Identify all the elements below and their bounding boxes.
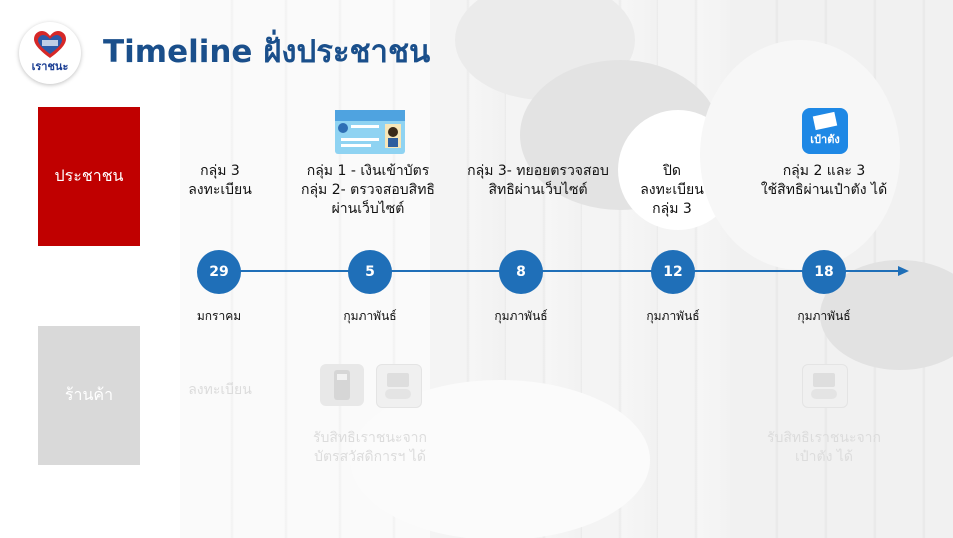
timeline-dot-feb8: 8 — [499, 250, 543, 294]
shop-note-register — [170, 381, 270, 400]
shop-note-paotang — [754, 429, 894, 467]
shop-note-welfare-card — [300, 429, 440, 467]
rao-chana-logo — [19, 22, 81, 84]
timeline-month-feb18: กุมภาพันธ์ — [797, 309, 851, 323]
logo-text: เราชนะ — [31, 60, 69, 73]
people-note-feb5 — [286, 162, 450, 219]
people-note-jan29 — [170, 162, 270, 200]
note-line: กลุ่ม 3- ทยอยตรวจสอบ — [467, 163, 609, 179]
timeline-dot-feb12: 12 — [651, 250, 695, 294]
paotang-app-icon — [802, 108, 848, 154]
timeline-arrow-icon — [898, 266, 909, 276]
welfare-card-icon — [335, 110, 405, 154]
page-title: Timeline ฝั่งประชาชน — [103, 34, 431, 70]
note-line: กลุ่ม 2- ตรวจสอบสิทธิ — [301, 182, 435, 198]
note-line: ลงทะเบียน — [640, 182, 704, 198]
note-line: รับสิทธิเราชนะจาก — [766, 430, 882, 446]
timeline-dot-feb5: 5 — [348, 250, 392, 294]
timeline-month-feb5: กุมภาพันธ์ — [343, 309, 397, 323]
note-line: เป๋าตัง ได้ — [794, 449, 854, 465]
note-line: รับสิทธิเราชนะจาก — [312, 430, 428, 446]
heart-logo-icon — [33, 31, 67, 59]
shop-app-icon — [802, 364, 848, 408]
row-label-people: ประชาชน — [38, 107, 140, 246]
people-note-feb12 — [622, 162, 722, 219]
note-line: ปิด — [663, 163, 681, 179]
note-line: กลุ่ม 3 — [652, 201, 692, 217]
timeline-dot-jan29: 29 — [197, 250, 241, 294]
timeline-month-jan29: มกราคม — [196, 309, 242, 323]
timeline-month-feb12: กุมภาพันธ์ — [646, 309, 700, 323]
timeline-line — [218, 270, 900, 272]
paotang-icon-label: เป๋าตัง — [810, 133, 840, 146]
row-label-shop: ร้านค้า — [38, 326, 140, 465]
note-line: สิทธิผ่านเว็บไซต์ — [488, 182, 588, 198]
note-line: ผ่านเว็บไซต์ — [331, 201, 405, 217]
note-line: ใช้สิทธิผ่านเป๋าตัง ได้ — [760, 182, 888, 198]
people-note-feb8 — [452, 162, 624, 200]
shop-app-icon — [376, 364, 422, 408]
note-line: ลงทะเบียน — [188, 182, 252, 198]
note-line: ลงทะเบียน — [188, 382, 252, 398]
note-line: กลุ่ม 3 — [200, 163, 240, 179]
note-line: กลุ่ม 2 และ 3 — [782, 163, 866, 179]
note-line: กลุ่ม 1 - เงินเข้าบัตร — [306, 163, 430, 179]
timeline-dot-feb18: 18 — [802, 250, 846, 294]
note-line: บัตรสวัสดิการฯ ได้ — [314, 449, 426, 465]
timeline-month-feb8: กุมภาพันธ์ — [494, 309, 548, 323]
card-terminal-icon — [320, 364, 364, 406]
people-note-feb18 — [748, 162, 900, 200]
